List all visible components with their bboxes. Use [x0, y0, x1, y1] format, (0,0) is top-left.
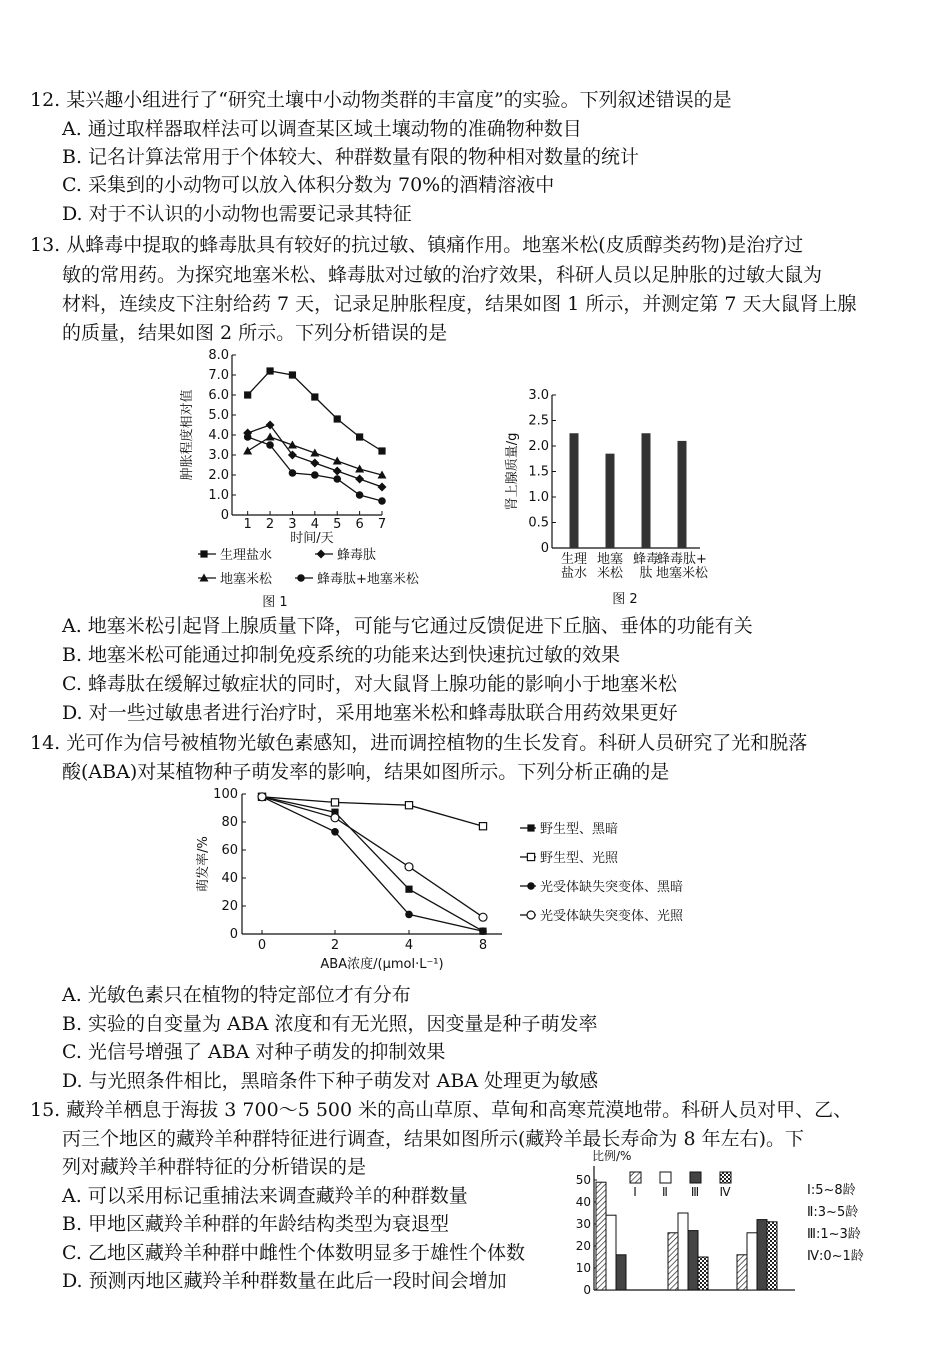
fig3-x-tick-label: 8	[478, 938, 488, 953]
q12-option-b: B. 记名计算法常用于个体较大、种群数量有限的物种相对数量的统计	[62, 146, 640, 168]
figure-1-swelling-chart	[170, 345, 460, 610]
figure-4-age-structure-chart	[560, 1150, 945, 1300]
fig1-y-tick-label: 4.0	[208, 428, 229, 443]
fig1-point-s4	[378, 497, 386, 505]
fig1-point-s4	[289, 469, 297, 477]
fig1-caption: 图 1	[262, 595, 288, 610]
fig4-age-note: Ⅱ:3~5龄	[807, 1205, 859, 1220]
fig3-point-s3	[331, 828, 339, 836]
fig4-bar-丙-Ⅱ	[747, 1233, 757, 1290]
fig1-point-s2	[355, 475, 364, 484]
fig1-x-tick-label: 5	[333, 517, 342, 532]
fig4-legend-label: Ⅲ	[690, 1185, 700, 1199]
fig3-x-tick-label: 2	[330, 938, 340, 953]
q15-option-a: A. 可以采用标记重捕法来调查藏羚羊的种群数量	[62, 1185, 468, 1207]
fig1-point-s1	[266, 367, 273, 374]
q12-option-d: D. 对于不认识的小动物也需要记录其特征	[62, 203, 412, 225]
fig3-x-tick-label: 0	[257, 938, 267, 953]
q13-stem-line-4: 的质量，结果如图 2 所示。下列分析错误的是	[62, 322, 448, 344]
fig1-x-tick-label: 3	[288, 517, 297, 532]
fig4-y-tick-label: 0	[583, 1283, 591, 1297]
fig1-legend-marker	[297, 574, 305, 582]
fig1-point-s2	[378, 483, 387, 492]
fig1-x-axis-label: 时间/天	[290, 531, 334, 546]
fig4-bar-乙-Ⅲ	[688, 1231, 698, 1290]
fig4-legend-swatch	[660, 1172, 671, 1183]
fig2-caption: 图 2	[612, 592, 638, 607]
fig1-legend-label: 蜂毒肽	[337, 548, 377, 563]
fig1-point-s4	[311, 471, 319, 479]
q14-stem-line-1: 14. 光可作为信号被植物光敏色素感知，进而调控植物的生长发育。科研人员研究了光和脱落	[30, 732, 808, 754]
fig1-point-s3	[266, 433, 275, 441]
fig2-category-label: 蜂毒	[632, 552, 660, 567]
fig4-bar-甲-Ⅰ	[596, 1182, 606, 1290]
fig4-age-note: Ⅰ:5~8龄	[807, 1183, 856, 1198]
fig1-x-tick-label: 7	[377, 517, 387, 532]
fig1-point-s1	[244, 391, 251, 398]
fig1-legend-label: 蜂毒肽+地塞米松	[317, 572, 419, 587]
fig4-age-note: Ⅲ:1~3龄	[807, 1227, 861, 1242]
fig3-legend-label: 野生型、光照	[540, 851, 619, 866]
q12-option-c: C. 采集到的小动物可以放入体积分数为 70%的酒精溶液中	[62, 174, 555, 196]
fig4-legend-swatch	[720, 1172, 731, 1183]
q12-option-a: A. 通过取样器取样法可以调查某区域土壤动物的准确物种数目	[62, 118, 582, 140]
fig2-y-tick-label: 2.0	[528, 439, 549, 454]
fig1-x-tick-label: 4	[310, 517, 319, 532]
q14-option-b: B. 实验的自变量为 ABA 浓度和有无光照，因变量是种子萌发率	[62, 1013, 598, 1035]
fig4-bar-乙-Ⅰ	[668, 1233, 678, 1290]
q14-option-c: C. 光信号增强了 ABA 对种子萌发的抑制效果	[62, 1041, 446, 1063]
fig1-point-s4	[266, 441, 274, 449]
fig1-y-tick-label: 0	[220, 508, 229, 523]
fig3-y-tick-label: 0	[229, 927, 238, 942]
fig3-y-tick-label: 20	[221, 899, 238, 914]
fig4-legend-label: Ⅳ	[719, 1185, 731, 1199]
fig4-bar-丙-Ⅳ	[767, 1222, 777, 1290]
fig4-y-tick-label: 50	[575, 1173, 591, 1187]
fig1-x-tick-label: 6	[355, 517, 364, 532]
fig3-legend-label: 光受体缺失突变体、黑暗	[540, 880, 684, 895]
figure-2-adrenal-mass-chart	[500, 383, 740, 608]
fig2-category-label: 地塞	[596, 552, 624, 567]
fig1-point-s1	[311, 393, 318, 400]
fig2-category-label: 肽	[639, 566, 653, 581]
fig2-y-tick-label: 0.5	[528, 515, 549, 531]
q13-stem-line-2: 敏的常用药。为探究地塞米松、蜂毒肽对过敏的治疗效果，科研人员以足肿胀的过敏大鼠为	[62, 264, 823, 286]
q15-option-d: D. 预测丙地区藏羚羊种群数量在此后一段时间会增加	[62, 1270, 507, 1292]
fig4-legend-label: Ⅱ	[662, 1185, 668, 1199]
fig4-y-tick-label: 20	[575, 1239, 591, 1253]
fig3-legend-label: 野生型、黑暗	[540, 822, 619, 837]
q13-option-b: B. 地塞米松可能通过抑制免疫系统的功能来达到快速抗过敏的效果	[62, 644, 621, 666]
figure-3-germination-chart	[190, 782, 720, 977]
fig1-y-tick-label: 8.0	[208, 348, 229, 363]
fig2-category-label: 盐水	[560, 566, 588, 581]
fig2-bar-3	[642, 433, 651, 548]
q15-option-b: B. 甲地区藏羚羊种群的年龄结构类型为衰退型	[62, 1213, 450, 1235]
fig4-y-tick-label: 40	[575, 1195, 591, 1209]
fig3-x-tick-label: 4	[404, 938, 414, 953]
fig3-point-s4	[331, 814, 339, 822]
fig1-x-tick-label: 2	[265, 517, 275, 532]
fig4-bar-甲-Ⅱ	[606, 1215, 616, 1290]
fig3-legend-marker	[527, 882, 535, 890]
fig1-legend-label: 生理盐水	[220, 548, 273, 563]
fig4-bar-丙-Ⅲ	[757, 1220, 767, 1290]
fig2-y-tick-label: 1.5	[528, 464, 549, 480]
q14-stem-line-2: 酸(ABA)对某植物种子萌发率的影响，结果如图所示。下列分析正确的是	[62, 761, 670, 783]
fig2-bar-2	[606, 454, 615, 548]
fig3-y-axis-label: 萌发率/%	[196, 836, 211, 892]
fig2-y-tick-label: 1.0	[528, 490, 549, 505]
fig1-y-tick-label: 1.0	[208, 488, 229, 503]
fig3-point-s3	[405, 911, 413, 919]
q15-stem-line-3: 列对藏羚羊种群特征的分析错误的是	[62, 1156, 367, 1178]
q13-stem-line-3: 材料，连续皮下注射给药 7 天，记录足肿胀程度，结果如图 1 所示，并测定第 7 天大鼠肾上腺	[62, 293, 857, 315]
fig3-legend-marker	[527, 911, 535, 919]
fig4-legend-swatch	[630, 1172, 641, 1183]
fig3-y-tick-label: 100	[213, 787, 238, 802]
fig2-bar-4	[678, 441, 687, 548]
fig3-point-s4	[405, 863, 413, 871]
fig1-legend-label: 地塞米松	[220, 572, 273, 587]
fig1-point-s4	[356, 491, 364, 499]
fig4-legend-swatch	[690, 1172, 701, 1183]
q13-option-d: D. 对一些过敏患者进行治疗时，采用地塞米松和蜂毒肽联合用药效果更好	[62, 702, 678, 724]
fig4-bar-乙-Ⅱ	[678, 1213, 688, 1290]
fig3-y-tick-label: 60	[221, 843, 238, 858]
fig1-point-s3	[243, 447, 252, 455]
fig4-age-note: Ⅳ:0~1龄	[807, 1249, 864, 1264]
fig3-x-axis-label: ABA浓度/(μmol·L⁻¹)	[320, 957, 444, 972]
q14-option-a: A. 光敏色素只在植物的特定部位才有分布	[62, 984, 411, 1006]
fig2-category-label: 地塞米松	[655, 566, 709, 581]
fig3-point-s4	[479, 913, 487, 921]
fig2-y-tick-label: 0	[540, 541, 549, 556]
fig1-x-tick-label: 1	[243, 517, 252, 532]
fig4-y-axis-label: 比例/%	[592, 1150, 632, 1163]
fig1-point-s1	[378, 447, 385, 454]
q13-option-a: A. 地塞米松引起肾上腺质量下降，可能与它通过反馈促进下丘脑、垂体的功能有关	[62, 615, 753, 637]
fig2-category-label: 米松	[596, 566, 624, 581]
fig3-legend-marker	[527, 853, 534, 860]
q15-stem-line-2: 丙三个地区的藏羚羊种群特征进行调查，结果如图所示(藏羚羊最长寿命为 8 年左右)。下	[62, 1128, 804, 1150]
fig3-y-tick-label: 80	[221, 815, 238, 830]
fig4-bar-丙-Ⅰ	[737, 1255, 747, 1290]
fig1-y-tick-label: 7.0	[208, 368, 229, 383]
q13-option-c: C. 蜂毒肽在缓解过敏症状的同时，对大鼠肾上腺功能的影响小于地塞米松	[62, 673, 677, 695]
fig2-y-axis-label: 肾上腺质量/g	[505, 432, 520, 511]
fig1-point-s4	[333, 475, 341, 483]
fig3-y-tick-label: 40	[221, 871, 238, 886]
fig1-point-s1	[334, 415, 341, 422]
fig4-y-tick-label: 10	[575, 1261, 591, 1275]
fig3-point-s2	[479, 823, 486, 830]
fig1-point-s1	[289, 371, 296, 378]
fig2-bar-1	[570, 433, 579, 548]
fig1-legend-marker	[317, 550, 326, 559]
fig4-legend-label: Ⅰ	[633, 1185, 637, 1199]
fig2-y-tick-label: 2.5	[528, 413, 549, 429]
fig4-bar-乙-Ⅳ	[698, 1257, 708, 1290]
q13-stem-line-1: 13. 从蜂毒中提取的蜂毒肽具有较好的抗过敏、镇痛作用。地塞米松(皮质醇类药物)是治疗过	[30, 234, 804, 256]
q12-stem: 12. 某兴趣小组进行了“研究土壤中小动物类群的丰富度”的实验。下列叙述错误的是	[30, 89, 732, 111]
fig3-series-line-2	[262, 797, 483, 826]
fig3-point-s3	[479, 927, 487, 935]
fig1-legend-marker	[200, 550, 207, 557]
fig3-point-s2	[331, 799, 338, 806]
fig3-point-s1	[405, 886, 412, 893]
fig1-point-s1	[356, 433, 363, 440]
fig1-y-tick-label: 6.0	[208, 388, 229, 403]
fig2-category-label: 蜂毒肽+	[657, 552, 707, 567]
fig4-y-tick-label: 30	[575, 1217, 591, 1231]
fig4-bar-甲-Ⅲ	[616, 1255, 626, 1290]
fig3-series-line-4	[262, 797, 483, 917]
fig3-legend-marker	[527, 824, 534, 831]
fig3-point-s4	[258, 793, 266, 801]
fig1-point-s2	[333, 467, 342, 476]
fig1-y-axis-label: 肿胀程度相对值	[180, 389, 195, 481]
fig2-y-tick-label: 3.0	[528, 388, 549, 403]
fig1-point-s2	[310, 459, 319, 468]
q14-option-d: D. 与光照条件相比，黑暗条件下种子萌发对 ABA 处理更为敏感	[62, 1070, 599, 1092]
q15-stem-line-1: 15. 藏羚羊栖息于海拔 3 700～5 500 米的高山草原、草甸和高寒荒漠地带。科研人员对甲、乙、	[30, 1099, 853, 1121]
fig1-point-s4	[244, 433, 252, 441]
fig3-point-s2	[405, 802, 412, 809]
q15-option-c: C. 乙地区藏羚羊种群中雌性个体数明显多于雄性个体数	[62, 1242, 525, 1264]
fig3-legend-label: 光受体缺失突变体、光照	[540, 909, 684, 924]
fig1-y-tick-label: 2.0	[208, 468, 229, 483]
fig2-category-label: 生理	[560, 552, 588, 567]
fig1-y-tick-label: 5.0	[208, 408, 229, 423]
fig1-y-tick-label: 3.0	[208, 448, 229, 463]
